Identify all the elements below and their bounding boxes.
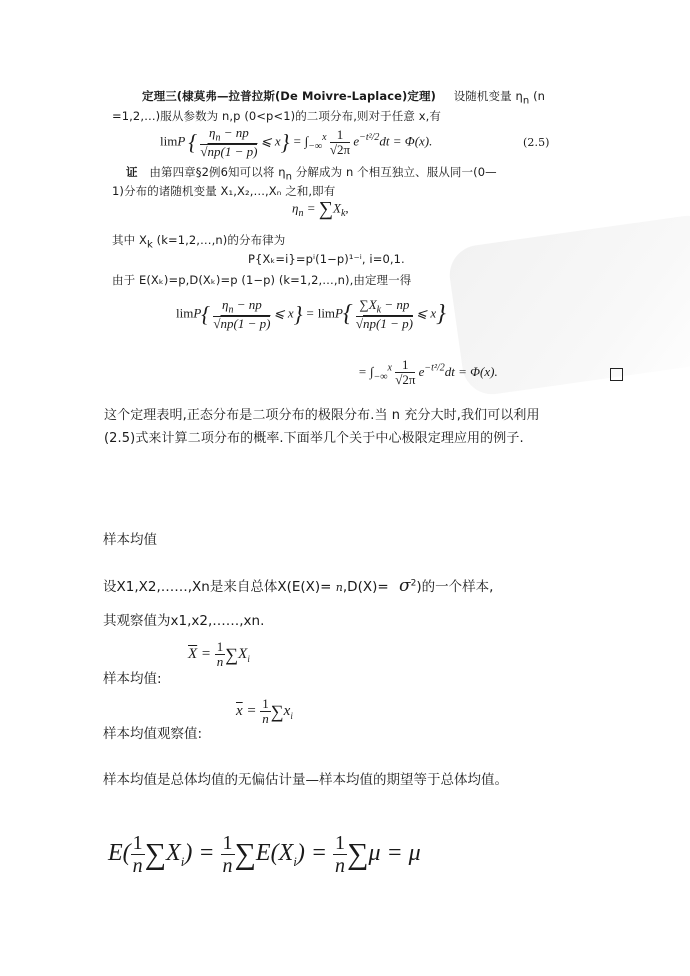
theorem-title: 定理三(棣莫弗—拉普拉斯(De Moivre-Laplace)定理) [142,89,436,103]
scanned-textbook-excerpt [100,82,635,452]
proof-line-1: 证 由第四章§2例6知可以将 $\eta_n$ 分解成为 n 个相互独立、服从同一(0— [126,165,497,183]
observed-mean-formula: $\overline{x}$ = $\frac{1}{n}$ $\sum x_i$ [236,696,293,727]
sample-mean-formula: $\overline{X}$ = $\frac{1}{n}$ $\sum X_i$ [188,639,250,670]
expectation-of-sample-mean-formula: E( $\frac{1}{n}$ $\sum X_i$) = $\frac{1}{n}$ $\sum E(X_i)$ = $\frac{1}{n}$ ∑μ = μ [108,832,421,877]
unbiasedness-statement: 样本均值是总体均值的无偏估计量—样本均值的期望等于总体均值。 [103,772,508,788]
theorem-statement-line-2: =1,2,…)服从参数为 n,p (0<p<1)的二项分布,则对于任意 x,有 [112,109,441,123]
remark-line-1: 这个定理表明,正态分布是二项分布的极限分布.当 n 充分大时,我们可以利用 [104,408,540,423]
qed-box-icon [610,368,623,381]
formula-2-5: limP { $\frac{\eta_n - np}{√np(1 - p)}$ ⩽ $x\} = \int_{-\infty}^x$ $\frac{1}{√2\pi}$ $e^{-t^2/2}dt = \Phi(x)$. [160,125,433,159]
sum-decomposition-formula: $\eta_n = \sum X_k$, [292,198,349,220]
sample-definition-line-2: 其观察值为x1,x2,……,xn. [103,613,265,629]
theorem-statement-line-1: 定理三(棣莫弗—拉普拉斯(De Moivre-Laplace)定理) 设随机变量 $\eta_n$ (n [142,89,546,107]
distribution-law: P{Xₖ=i}=pⁱ(1−p)¹⁻ⁱ, i=0,1. [248,252,405,266]
proof-label: 证 [126,165,138,179]
equation-number: (2.5) [523,136,550,149]
proof-line-3: 其中 $X_k$ (k=1,2,…,n)的分布律为 [112,233,286,251]
limit-result-formula: = $\int_{-\infty}^x$ $\frac{1}{√2\pi}$ $e^{-t^2/2}dt = \Phi(x)$. [358,357,498,388]
proof-line-4: 由于 E(Xₖ)=p,D(Xₖ)=p (1−p) (k=1,2,…,n),由定理一得 [112,273,412,287]
sample-mean-label: 样本均值: [103,671,162,687]
remark-line-2: (2.5)式来计算二项分布的概率.下面举几个关于中心极限定理应用的例子. [104,431,524,446]
observed-mean-label: 样本均值观察值: [103,726,203,742]
proof-line-2: 1)分布的诸随机变量 X₁,X₂,…,Xₙ 之和,即有 [112,184,336,198]
section-heading: 样本均值 [103,532,157,548]
sample-definition-line-1: 设X1,X2,……,Xn是来自总体$X(E(X)= n,D(X)= \sigma^2)$的一个样本, [103,576,494,596]
limit-derivation-formula: limP{ $\frac{\eta_n - np}{√np(1 - p)}$ ⩽ x} = limP{ $\frac{\sum X_k - np}{√np(1 - p)}$ ⩽ x} [176,297,446,331]
